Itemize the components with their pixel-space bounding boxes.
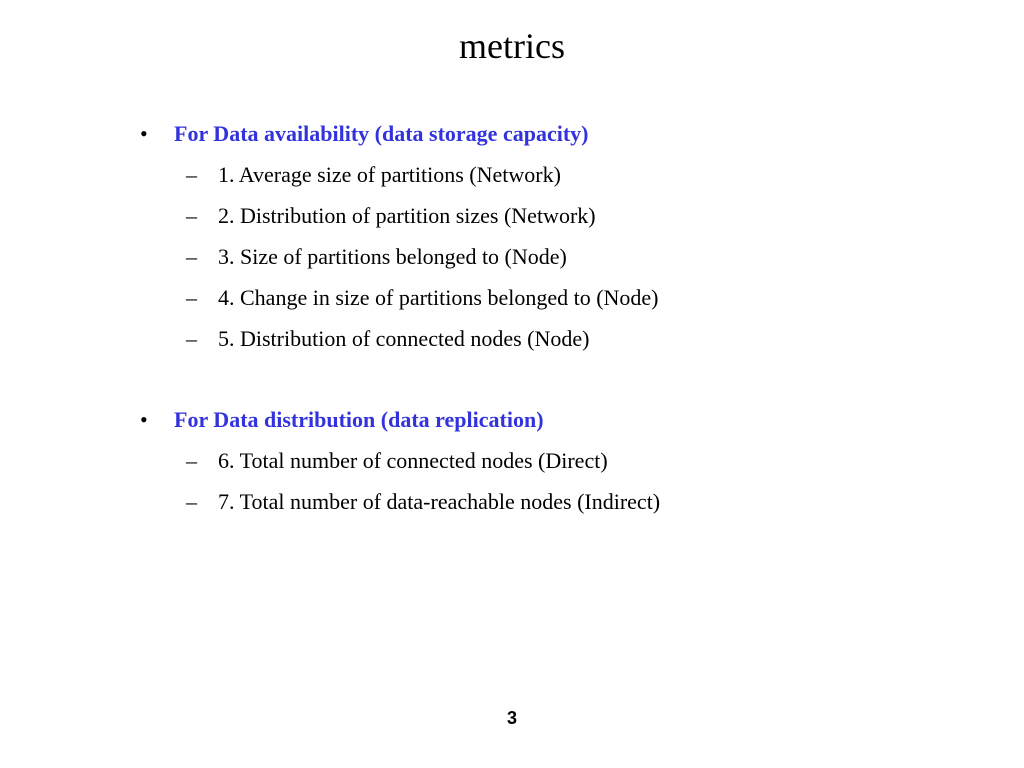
sub-bullet xyxy=(134,318,994,359)
sub-bullet xyxy=(134,236,994,277)
bullet-heading-text: For Data distribution (data replication) xyxy=(174,407,544,432)
sub-bullet-text: 4. Change in size of partitions belonged to (Node) xyxy=(218,285,659,310)
section-data-distribution xyxy=(134,399,994,522)
sub-bullet xyxy=(134,481,994,522)
sub-bullet-text: 7. Total number of data-reachable nodes (Indirect) xyxy=(218,489,661,514)
slide-content xyxy=(134,113,994,522)
sub-bullet xyxy=(134,440,994,481)
sub-bullet xyxy=(134,195,994,236)
dash-icon: – xyxy=(186,326,197,351)
bullet-dot-icon: • xyxy=(140,407,148,432)
dash-icon: – xyxy=(186,489,197,514)
bullet-heading-text: For Data availability (data storage capacity) xyxy=(174,121,589,146)
sub-bullet-text: 3. Size of partitions belonged to (Node) xyxy=(218,244,567,269)
dash-icon: – xyxy=(186,203,197,228)
dash-icon: – xyxy=(186,162,197,187)
bullet-dot-icon: • xyxy=(140,121,148,146)
sub-bullet-text: 5. Distribution of connected nodes (Node) xyxy=(218,326,590,351)
slide-title: metrics xyxy=(459,26,565,66)
page-number: 3 xyxy=(506,708,517,728)
sub-bullet-text: 2. Distribution of partition sizes (Network) xyxy=(218,203,596,228)
sub-bullet-text: 6. Total number of connected nodes (Direct) xyxy=(218,448,608,473)
sub-bullet xyxy=(134,154,994,195)
dash-icon: – xyxy=(186,244,197,269)
dash-icon: – xyxy=(186,285,197,310)
sub-bullet xyxy=(134,277,994,318)
bullet-heading xyxy=(134,113,994,154)
bullet-heading xyxy=(134,399,994,440)
section-data-availability xyxy=(134,113,994,359)
dash-icon: – xyxy=(186,448,197,473)
sub-bullet-text: 1. Average size of partitions (Network) xyxy=(218,162,561,187)
